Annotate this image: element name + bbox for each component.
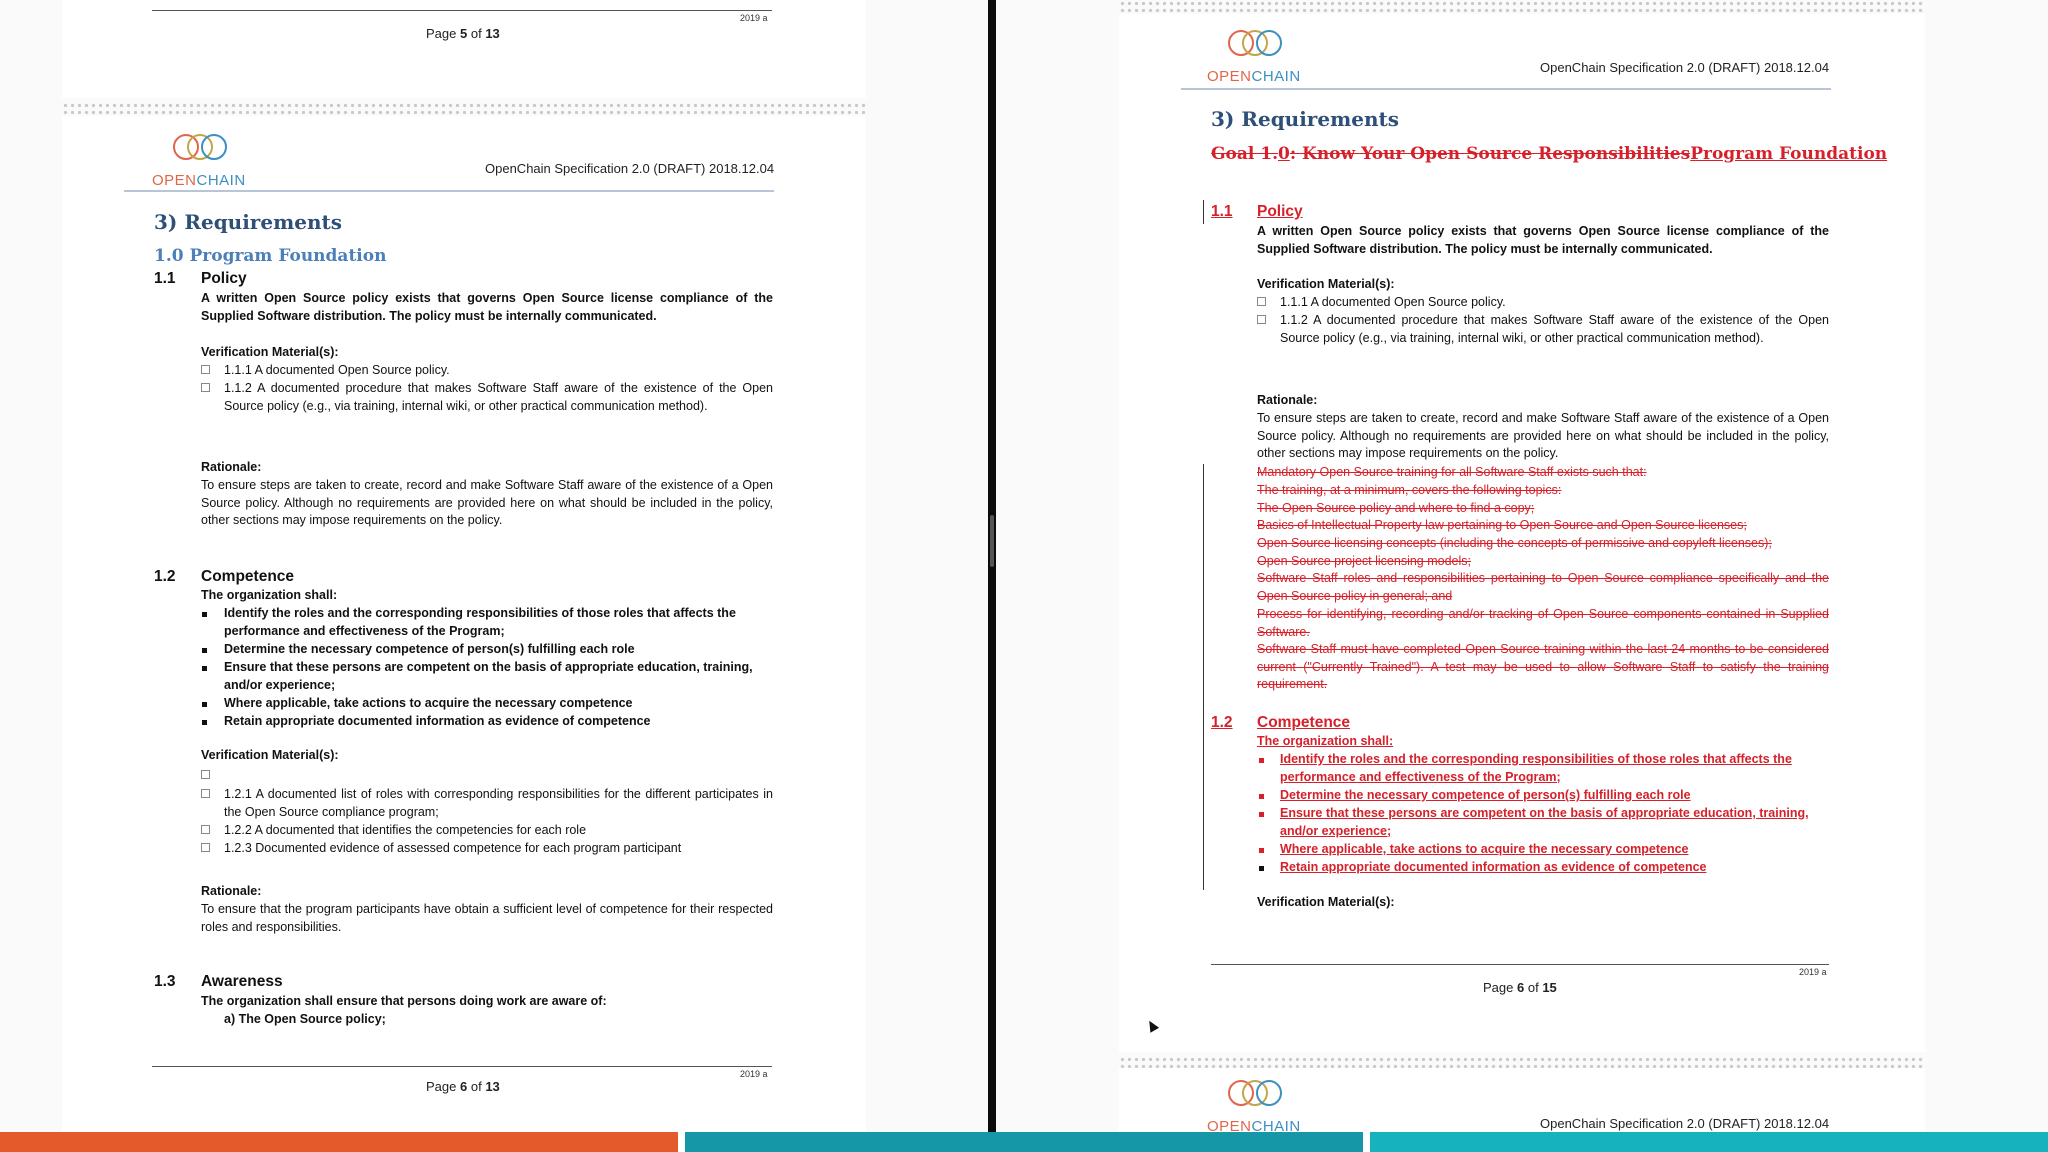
change-bar [1203,200,1204,224]
competence-bullet: Identify the roles and the corresponding responsibilities of those roles that affects the performance and effectiveness of the Program; [1280,752,1792,784]
deleted-line: Process for identifying, recording and/or tracking of Open Source components contained in Supplied Software. [1257,607,1829,639]
rationale-label: Rationale: [201,460,262,474]
rationale-label: Rationale: [1257,393,1318,407]
verification-label: Verification Material(s): [1257,895,1395,909]
accent-bar-cyan [1370,1132,2048,1152]
section-number: 1.1 [1211,203,1233,220]
checkbox[interactable] [201,770,210,779]
competence-bullet: Retain appropriate documented information as evidence of competence [224,714,651,728]
page-6-of-15 [1119,14,1925,1052]
deleted-line: Software Staff must have completed Open Source training within the last 24 months to be considered current ("Currently Trained"). A test may be used to allow Software Staff to satisfy the training requirement. [1257,642,1829,691]
page-number: Page 6 of 13 [426,1079,500,1094]
deleted-text: : Know Your Open Source Responsibilities [1289,144,1691,164]
vm-item: 1.1.2 A documented procedure that makes Software Staff aware of the existence of the Open Source policy (e.g., via training, internal wiki, or other practical communication method). [224,381,773,413]
rationale-label: Rationale: [201,884,262,898]
verification-label: Verification Material(s): [1257,277,1395,291]
verification-label: Verification Material(s): [201,345,339,359]
policy-heading: Policy [201,270,247,287]
vm-item: 1.1.1 A documented Open Source policy. [1280,295,1506,309]
openchain-logo [1207,1076,1307,1132]
page-6-of-13 [62,116,866,1132]
pane-divider[interactable] [988,0,996,1132]
openchain-rings-icon [1207,1076,1307,1116]
divider-grip[interactable] [990,515,994,567]
checkbox[interactable] [1257,315,1266,324]
section-number: 1.3 [154,973,176,990]
bullet [1259,866,1264,871]
awareness-heading: Awareness [201,973,283,990]
vm-item: 1.1.1 A documented Open Source policy. [224,363,450,377]
deleted-line: Basics of Intellectual Property law pertaining to Open Source and Open Source licenses; [1257,518,1747,532]
competence-bullet: Ensure that these persons are competent on the basis of appropriate education, training, and/or experience; [1280,806,1809,838]
section-number: 1.2 [154,568,176,585]
vm-item: 1.2.2 A documented that identifies the competencies for each role [224,823,587,837]
header-rule [124,190,774,192]
openchain-rings-icon [152,130,252,170]
competence-heading: Competence [1257,714,1351,731]
logo-wordmark: OPENCHAIN [1207,68,1301,85]
deleted-line: Software Staff roles and responsibilities pertaining to Open Source compliance specifically and the Open Source policy in general; and [1257,571,1829,603]
rationale-text: To ensure that the program participants have obtain a sufficient level of competence for their respected roles and responsibilities. [201,902,773,934]
checkbox[interactable] [201,365,210,374]
page-7-header [1119,1068,1925,1132]
openchain-rings-icon [1207,26,1307,66]
competence-bullet: Where applicable, take actions to acquire the necessary competence [1280,842,1689,856]
deleted-line: The Open Source policy and where to find a copy; [1257,501,1535,515]
rationale-text: To ensure steps are taken to create, record and make Software Staff aware of the existence of a Open Source policy. Although no requirements are provided here on what should be included in the policy, other sections may impose requirements on the policy. [201,478,773,527]
bullet [1259,848,1264,853]
logo-wordmark: OPENCHAIN [1207,1118,1301,1132]
change-bar [1203,464,1204,890]
bullet [202,612,207,617]
page-5-tail [62,0,866,98]
rationale-text: To ensure steps are taken to create, record and make Software Staff aware of the existence of a Open Source policy. Although no requirements are provided here on what should be included in the policy, other sections may impose requirements on the policy. [1257,411,1829,460]
inserted-text: Program Foundation [1690,144,1888,164]
accent-bar-teal [685,1132,1363,1152]
footer-year: 2019 a [740,13,768,23]
vm-item: 1.2.3 Documented evidence of assessed competence for each program participant [224,841,682,855]
footer-year: 2019 a [1799,967,1827,977]
section-number: 1.1 [154,270,176,287]
page-separator [1119,1056,1925,1068]
checkbox[interactable] [201,383,210,392]
page-number: Page 6 of 15 [1483,980,1557,995]
bullet [1259,794,1264,799]
awareness-intro: The organization shall ensure that persons doing work are aware of: [201,994,607,1008]
program-foundation-heading: 1.0 Program Foundation [154,246,387,266]
requirements-heading: 3) Requirements [154,210,342,234]
checkbox[interactable] [201,843,210,852]
bullet [202,648,207,653]
checkbox[interactable] [201,789,210,798]
requirements-heading: 3) Requirements [1211,107,1399,131]
deleted-text: Goal 1. [1211,144,1278,164]
footer-year: 2019 a [740,1069,768,1079]
policy-text: A written Open Source policy exists that governs Open Source license compliance of the Supplied Software distribution. The policy must be internally communicated. [201,291,773,323]
checkbox[interactable] [1257,297,1266,306]
spec-title: OpenChain Specification 2.0 (DRAFT) 2018.12.04 [1540,1116,1830,1131]
footer-rule [152,1066,772,1067]
accent-bar-orange [0,1132,678,1152]
competence-heading: Competence [201,568,295,585]
competence-intro: The organization shall: [1257,734,1394,748]
deleted-line: Mandatory Open Source training for all Software Staff exists such that: [1257,465,1647,479]
right-document-pane[interactable] [996,0,2048,1132]
page-separator [1119,0,1925,12]
vm-item: 1.2.1 A documented list of roles with corresponding responsibilities for the different participates in the Open Source compliance program; [224,787,773,819]
deleted-line: The training, at a minimum, covers the following topics: [1257,483,1562,497]
openchain-logo [152,130,252,190]
spec-title: OpenChain Specification 2.0 (DRAFT) 2018.12.04 [485,161,775,176]
competence-bullet: Ensure that these persons are competent on the basis of appropriate education, training, and/or experience; [224,660,753,692]
bullet [202,702,207,707]
page-separator [62,102,866,114]
verification-label: Verification Material(s): [201,748,339,762]
bullet [202,720,207,725]
goal-heading-tracked [1211,144,1887,164]
footer-rule [1211,964,1829,965]
page-number: Page 5 of 13 [426,26,500,41]
footer-rule [152,10,772,11]
openchain-logo [1207,26,1307,86]
competence-bullet: Determine the necessary competence of person(s) fulfilling each role [224,642,635,656]
awareness-item: a) The Open Source policy; [224,1012,386,1026]
competence-bullet: Identify the roles and the corresponding responsibilities of those roles that affects the performance and effectiveness of the Program; [224,606,736,638]
checkbox[interactable] [201,825,210,834]
deleted-line: Open Source licensing concepts (including the concepts of permissive and copyleft licenses); [1257,536,1772,550]
competence-bullet: Where applicable, take actions to acquire the necessary competence [224,696,633,710]
competence-bullet: Determine the necessary competence of person(s) fulfilling each role [1280,788,1691,802]
header-rule [1181,88,1831,90]
inserted-text: 0 [1278,144,1290,164]
spec-title: OpenChain Specification 2.0 (DRAFT) 2018.12.04 [1540,60,1830,75]
bullet [1259,758,1264,763]
policy-text: A written Open Source policy exists that governs Open Source license compliance of the Supplied Software distribution. The policy must be internally communicated. [1257,224,1829,256]
competence-bullet: Retain appropriate documented information as evidence of competence [1280,860,1707,874]
deleted-line: Open Source project licensing models; [1257,554,1472,568]
logo-wordmark: OPENCHAIN [152,172,246,189]
section-number: 1.2 [1211,714,1233,731]
bullet [202,666,207,671]
competence-intro: The organization shall: [201,588,338,602]
left-document-pane[interactable] [0,0,988,1132]
policy-heading: Policy [1257,203,1303,220]
vm-item: 1.1.2 A documented procedure that makes Software Staff aware of the existence of the Open Source policy (e.g., via training, internal wiki, or other practical communication method). [1280,313,1829,345]
bullet [1259,812,1264,817]
